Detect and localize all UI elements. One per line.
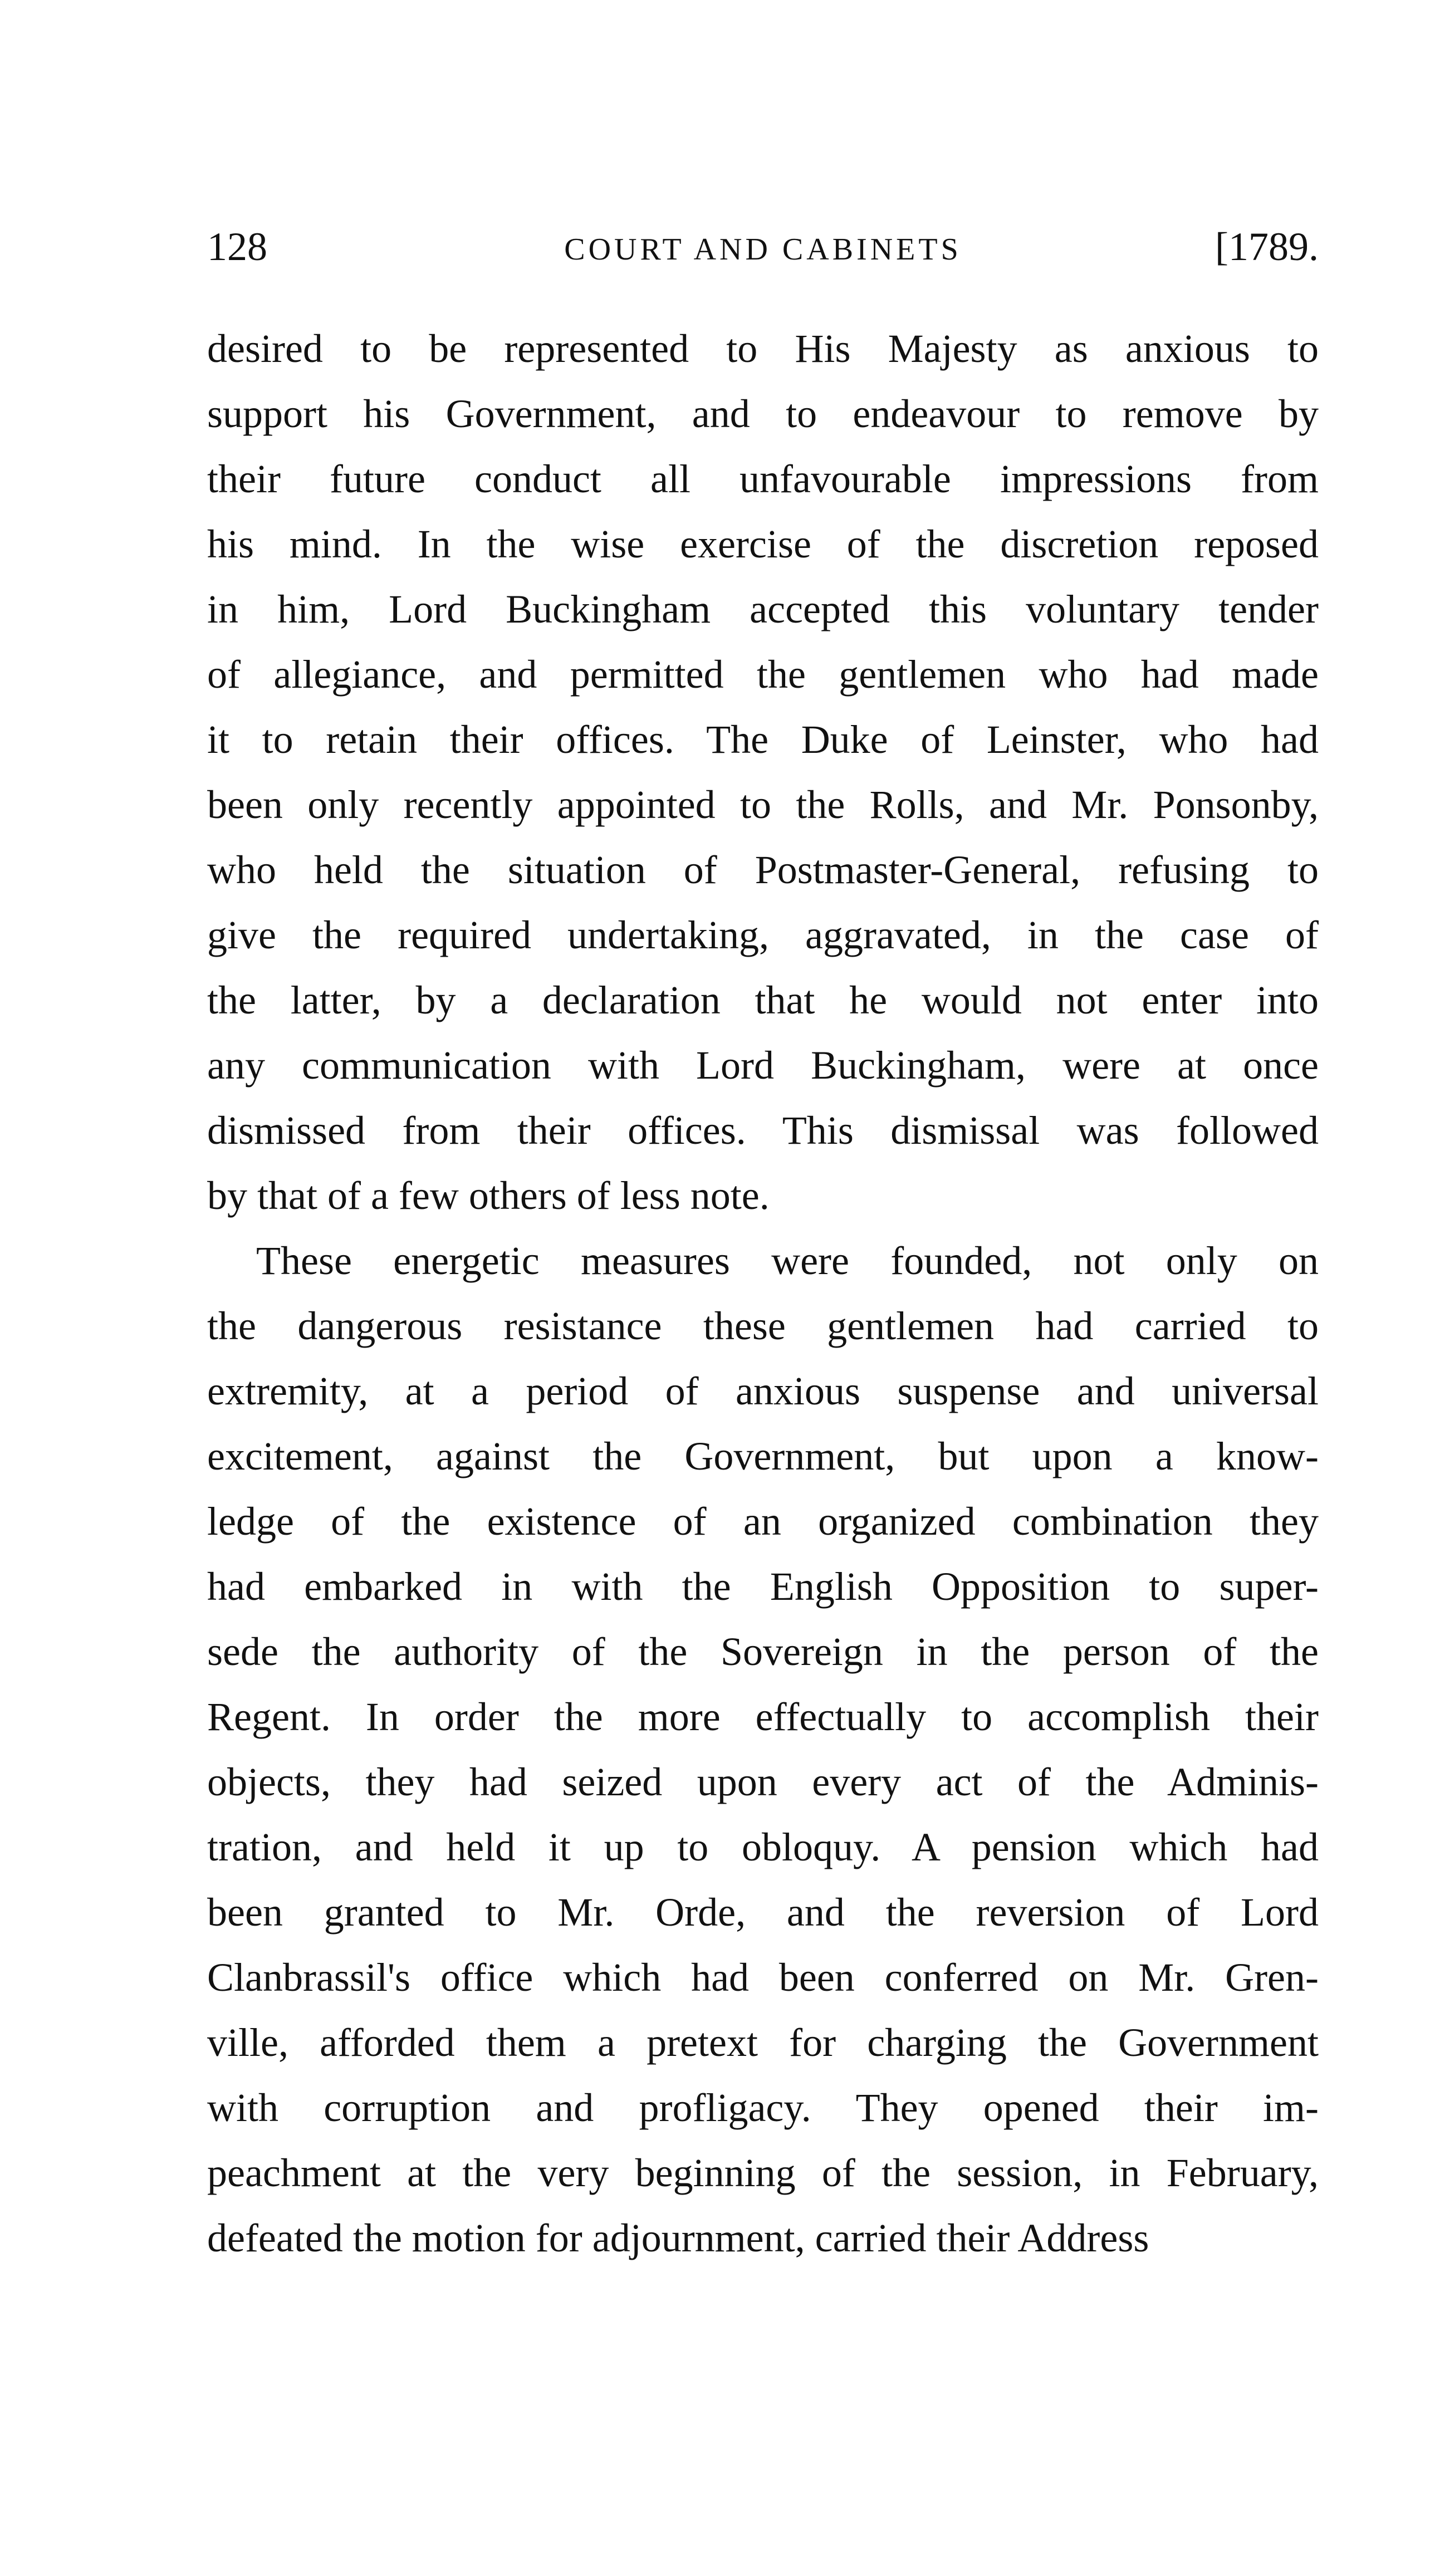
text-line: in him, Lord Buckingham accepted this voluntary tender [207,587,1319,631]
text-line: the latter, by a declaration that he would not enter into [207,978,1319,1022]
text-line: of allegiance, and permitted the gentlemen who had made [207,652,1319,697]
text-line: his mind. In the wise exercise of the discretion reposed [207,522,1319,566]
running-title: COURT AND CABINETS [564,232,962,267]
text-line: tration, and held it up to obloquy. A pension which had [207,1825,1319,1869]
text-line: ville, afforded them a pretext for charging the Government [207,2020,1319,2065]
text-line: desired to be represented to His Majesty as anxious to [207,326,1319,371]
text-line: their future conduct all unfavourable impressions from [207,457,1319,501]
text-line: extremity, at a period of anxious suspense and universal [207,1369,1319,1413]
body-text [207,316,1319,2271]
text-line: any communication with Lord Buckingham, were at once [207,1043,1319,1088]
text-line: the dangerous resistance these gentlemen had carried to [207,1304,1319,1348]
page-number: 128 [207,224,267,269]
text-line: These energetic measures were founded, not only on [256,1238,1319,1283]
text-line: sede the authority of the Sovereign in the person of the [207,1629,1319,1674]
text-line: support his Government, and to endeavour to remove by [207,391,1319,436]
text-line: objects, they had seized upon every act of the Adminis- [207,1760,1319,1804]
text-line: it to retain their offices. The Duke of Leinster, who had [207,717,1319,762]
text-line: been only recently appointed to the Rolls, and Mr. Ponsonby, [207,782,1319,827]
text-line: peachment at the very beginning of the session, in February, [207,2151,1319,2195]
text-line: excitement, against the Government, but upon a know- [207,1434,1319,1478]
text-line: who held the situation of Postmaster-General, refusing to [207,848,1319,892]
text-line: had embarked in with the English Opposition to super- [207,1564,1319,1609]
year-marker: [1789. [1215,224,1319,269]
text-line: defeated the motion for adjournment, carried their Address [207,2216,1149,2260]
text-line: by that of a few others of less note. [207,1173,770,1218]
running-head [207,222,1319,272]
paragraph [207,1228,1319,2271]
text-line: Regent. In order the more effectually to accomplish their [207,1695,1319,1739]
text-line: dismissed from their offices. This dismissal was followed [207,1108,1319,1153]
text-line: with corruption and profligacy. They opened their im- [207,2085,1319,2130]
text-line: give the required undertaking, aggravated, in the case of [207,913,1319,957]
text-line: Clanbrassil's office which had been conferred on Mr. Gren- [207,1955,1319,2000]
text-line: ledge of the existence of an organized combination they [207,1499,1319,1544]
paragraph [207,316,1319,1228]
text-line: been granted to Mr. Orde, and the reversion of Lord [207,1890,1319,1935]
